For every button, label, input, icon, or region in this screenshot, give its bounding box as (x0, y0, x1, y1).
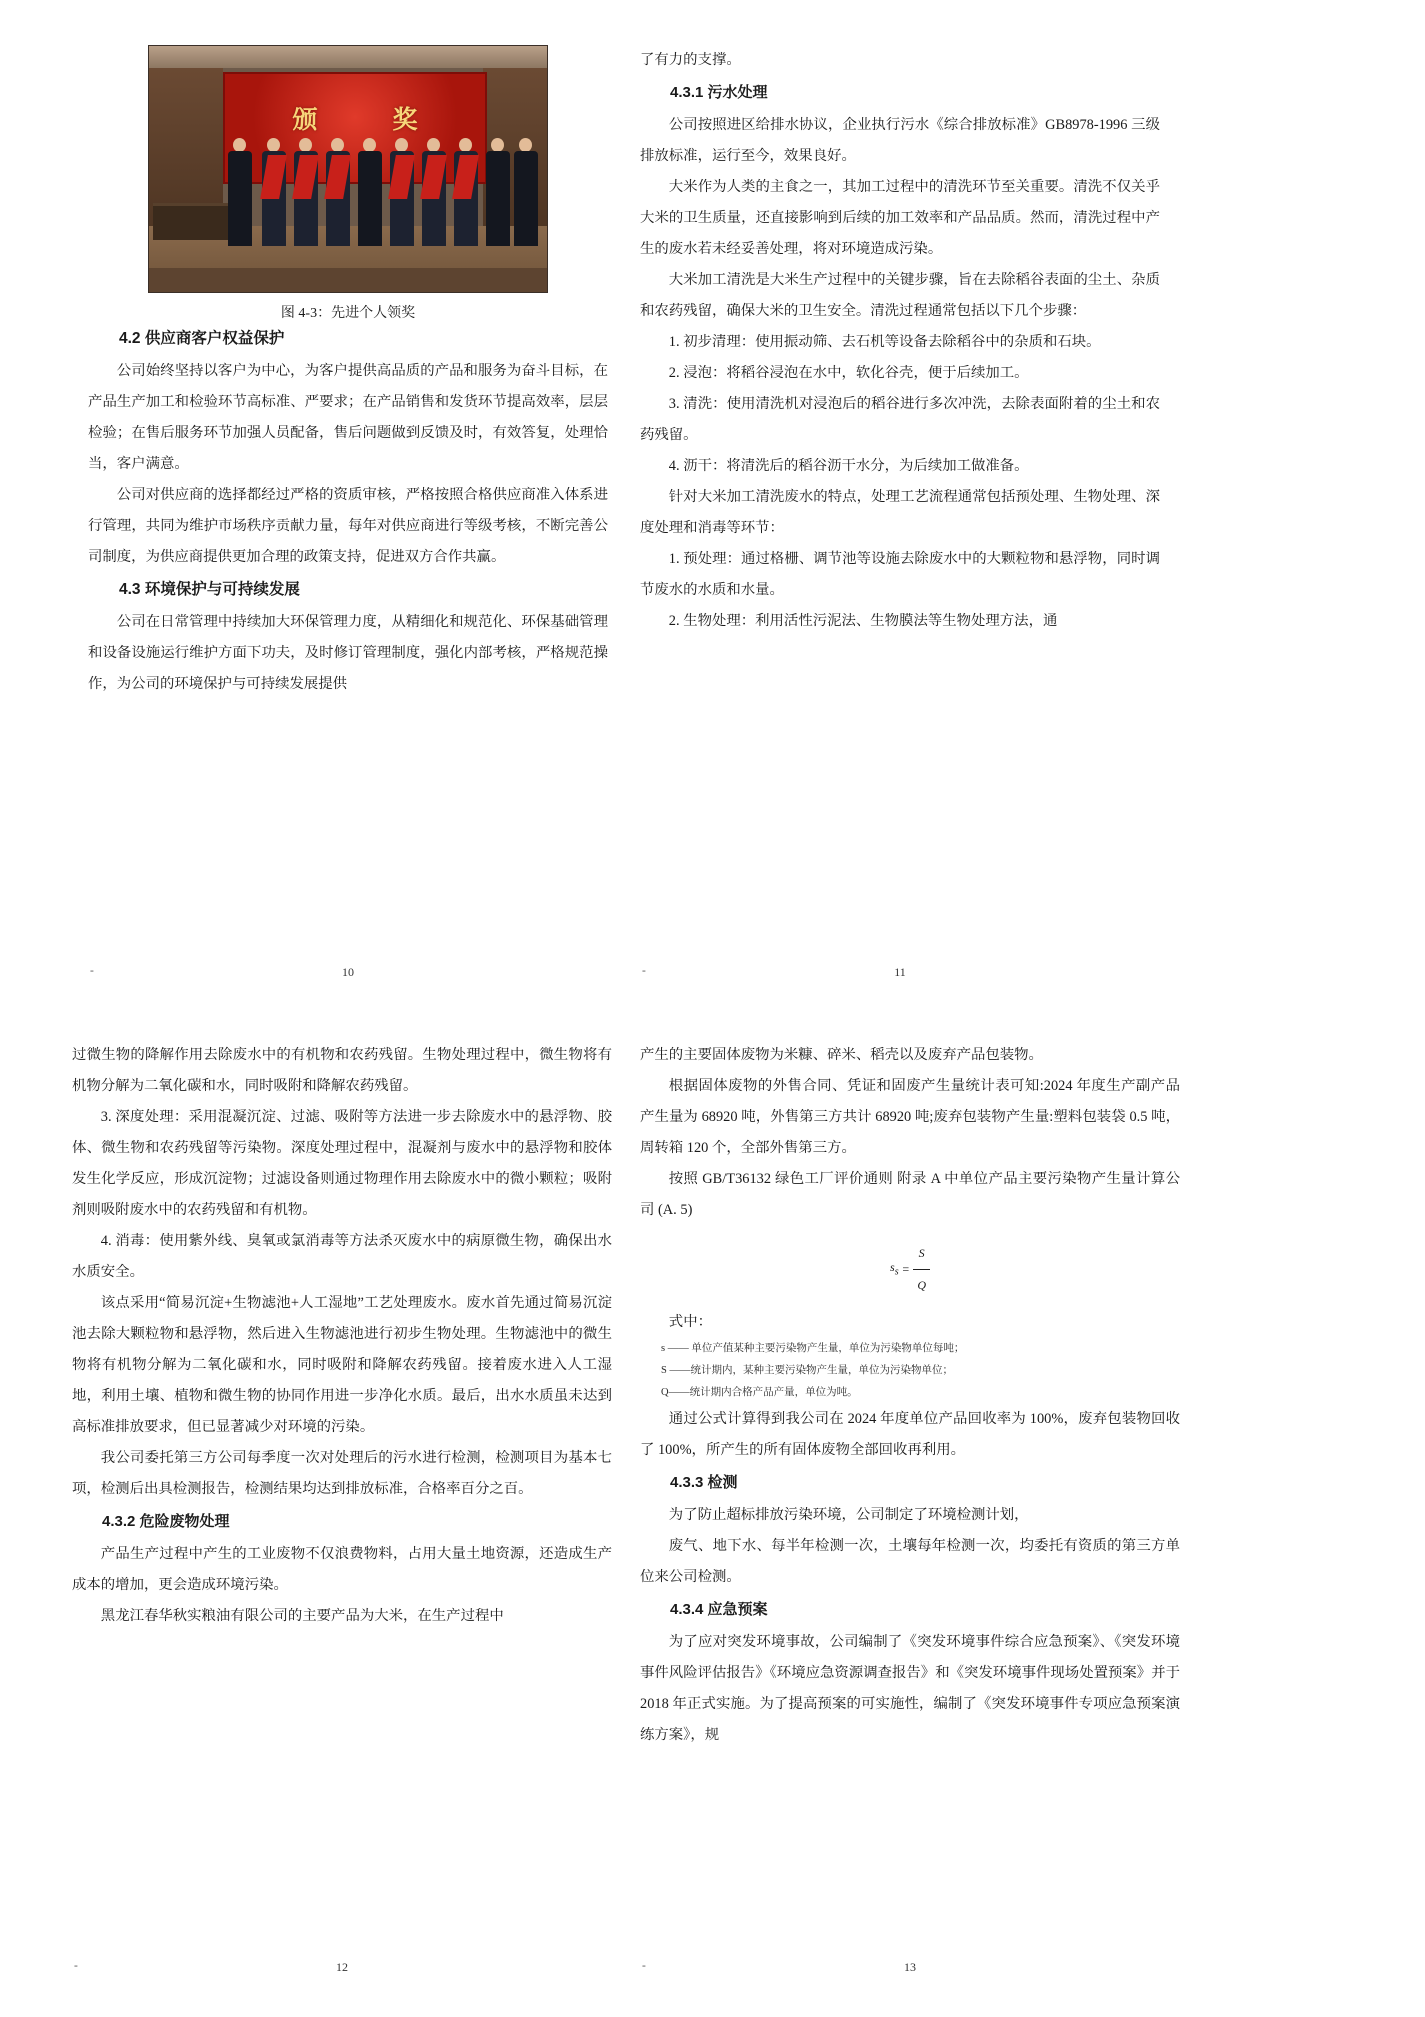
wash-steps-list (640, 327, 1160, 482)
paragraph: 公司在日常管理中持续加大环保管理力度，从精细化和规范化、环保基础管理和设备设施运行维护方面下功夫，及时修订管理制度，强化内部考核，严格规范操作，为公司的环境保护与可持续发展提供 (88, 614, 608, 692)
page-12 (72, 1040, 612, 1975)
heading-4-3-3: 4.3.3 检测 (670, 1474, 738, 1491)
page-number: 13 (904, 1960, 916, 1974)
photo-ceiling (149, 46, 547, 68)
list-item: 3. 深度处理：采用混凝沉淀、过滤、吸附等方法进一步去除废水中的悬浮物、胶体、微生物和农药残留等污染物。深度处理过程中，混凝剂与废水中的悬浮物和胶体发生化学反应，形成沉淀物；过滤设备则通过物理作用去除废水中的微小颗粒；吸附剂则吸附废水中的农药残留和有机物。 (72, 1109, 612, 1218)
banner-text: 颁 奖 (292, 106, 452, 134)
footer-dash: - (90, 965, 94, 977)
photo-person (227, 138, 253, 246)
photo-person (261, 138, 287, 246)
paragraph: 按照 GB/T36132 绿色工厂评价通则 附录 A 中单位产品主要污染物产生量计算公司 (A. 5) (640, 1171, 1180, 1218)
award-ceremony-photo (148, 45, 548, 293)
list-item: 1. 预处理：通过格栅、调节池等设施去除废水中的大颗粒物和悬浮物，同时调节废水的水质和水量。 (640, 551, 1160, 598)
paragraph: 产生的主要固体废物为米糠、碎米、稻壳以及废弃产品包装物。 (640, 1047, 1043, 1063)
page-10 (88, 45, 608, 980)
photo-person (453, 138, 479, 246)
list-item: 1. 初步清理：使用振动筛、去石机等设备去除稻谷中的杂质和石块。 (668, 334, 1101, 350)
paragraph: 大米作为人类的主食之一，其加工过程中的清洗环节至关重要。清洗不仅关乎大米的卫生质量，还直接影响到后续的加工效率和产品品质。然而，清洗过程中产生的废水若未经妥善处理，将对环境造成污染。 (640, 179, 1160, 257)
paragraph: 根据固体废物的外售合同、凭证和固废产生量统计表可知:2024 年度生产副产品产生量为 68920 吨，外售第三方共计 68920 吨;废弃包装物产生量:塑料包装袋 0.5 吨，周转箱 120 个，全部外售第三方。 (640, 1078, 1180, 1156)
formula-denominator: Q (917, 1278, 926, 1292)
page-number: 12 (336, 1960, 348, 1974)
paragraph: 公司对供应商的选择都经过严格的资质审核，严格按照合格供应商准入体系进行管理，共同为维护市场秩序贡献力量，每年对供应商进行等级考核，不断完善公司制度，为供应商提供更加合理的政策支持，促进双方合作共赢。 (88, 487, 608, 565)
paragraph: 公司按照进区给排水协议，企业执行污水《综合排放标准》GB8978-1996 三级排放标准，运行至今，效果良好。 (640, 117, 1160, 164)
list-item: 4. 消毒：使用紫外线、臭氧或氯消毒等方法杀灭废水中的病原微生物，确保出水水质安全。 (72, 1233, 612, 1280)
figure-4-3 (88, 45, 608, 322)
page-footer (72, 1960, 612, 1975)
page-11 (640, 45, 1160, 980)
photo-person (293, 138, 319, 246)
page-11-body (640, 45, 1160, 637)
paragraph: 大米加工清洗是大米生产过程中的关键步骤，旨在去除稻谷表面的尘土、杂质和农药残留，确保大米的卫生安全。清洗过程通常包括以下几个步骤： (640, 272, 1160, 319)
page-10-body (88, 322, 608, 700)
page-footer (640, 1960, 1180, 1975)
photo-person (421, 138, 447, 246)
page-footer (640, 965, 1160, 980)
paragraph: 过微生物的降解作用去除废水中的有机物和农药残留。生物处理过程中，微生物将有机物分解为二氧化碳和水，同时吸附和降解农药残留。 (72, 1047, 612, 1094)
treatment-steps-continued (72, 1102, 612, 1288)
photo-person (357, 138, 383, 246)
page-13 (640, 1040, 1180, 1975)
formula-numerator: S (913, 1238, 930, 1270)
paragraph: 黑龙江春华秋实粮油有限公司的主要产品为大米，在生产过程中 (100, 1608, 504, 1624)
heading-4-2: 4.2 供应商客户权益保护 (119, 330, 285, 347)
formula-fraction (913, 1238, 930, 1301)
formula-legend-1: s —— 单位产值某种主要污染物产生量，单位为污染物单位每吨； (661, 1343, 965, 1354)
page-footer (88, 965, 608, 980)
paragraph: 我公司委托第三方公司每季度一次对处理后的污水进行检测，检测项目为基本七项，检测后出具检测报告，检测结果均达到排放标准，合格率百分之百。 (72, 1450, 612, 1497)
paragraph: 通过公式计算得到我公司在 2024 年度单位产品回收率为 100%，废弃包装物回收了 100%，所产生的所有固体废物全部回收再利用。 (640, 1411, 1180, 1458)
page-number: 11 (894, 965, 906, 979)
paragraph: 公司始终坚持以客户为中心，为客户提供高品质的产品和服务为奋斗目标，在产品生产加工和检验环节高标准、严要求；在产品销售和发货环节提高效率，层层检验；在售后服务环节加强人员配备，售后问题做到反馈及时，有效答复，处理恰当，客户满意。 (88, 363, 608, 472)
heading-4-3-4: 4.3.4 应急预案 (670, 1601, 768, 1618)
paragraph: 针对大米加工清洗废水的特点，处理工艺流程通常包括预处理、生物处理、深度处理和消毒等环节： (640, 489, 1160, 536)
formula-legend-3: Q——统计期内合格产品产量，单位为吨。 (661, 1387, 858, 1398)
formula-legend-2: S ——统计期内，某种主要污染物产生量，单位为污染物单位； (661, 1365, 953, 1376)
paragraph: 产品生产过程中产生的工业废物不仅浪费物料，占用大量土地资源，还造成生产成本的增加，更会造成环境污染。 (72, 1546, 612, 1593)
heading-4-3-2: 4.3.2 危险废物处理 (102, 1513, 230, 1530)
paragraph: 为了应对突发环境事故，公司编制了《突发环境事件综合应急预案》、《突发环境事件风险评估报告》《环境应急资源调查报告》和《突发环境事件现场处置预案》并于 2018 年正式实施。为了提高预案的可实施性，编制了《突发环境事件专项应急预案演练方案》，规 (640, 1634, 1180, 1743)
list-item: 2. 生物处理：利用活性污泥法、生物膜法等生物处理方法，通 (668, 613, 1058, 629)
paragraph: 为了防止超标排放污染环境，公司制定了环境检测计划， (668, 1507, 1029, 1523)
photo-person (389, 138, 415, 246)
paragraph: 了有力的支撑。 (640, 52, 741, 68)
treatment-steps-list (640, 544, 1160, 637)
photo-person (325, 138, 351, 246)
photo-award-recipients (227, 128, 537, 246)
figure-caption: 图 4-3：先进个人领奖 (280, 306, 416, 321)
photo-front-floor (149, 268, 547, 292)
list-item: 4. 沥干：将清洗后的稻谷沥干水分，为后续加工做准备。 (668, 458, 1029, 474)
photo-person (513, 138, 539, 246)
page-number: 10 (342, 965, 354, 979)
footer-dash: - (642, 1960, 646, 1972)
formula-equals: = (901, 1262, 910, 1276)
page-12-body (72, 1040, 612, 1632)
page-13-body (640, 1040, 1180, 1751)
formula-intro: 式中： (668, 1314, 712, 1330)
heading-4-3: 4.3 环境保护与可持续发展 (119, 581, 300, 598)
footer-dash: - (642, 965, 646, 977)
formula-lhs: $s_s$ (890, 1259, 899, 1278)
paragraph: 该点采用“简易沉淀+生物滤池+人工湿地”工艺处理废水。废水首先通过简易沉淀池去除大颗粒物和悬浮物，然后进入生物滤池进行初步生物处理。生物滤池中的微生物将有机物分解为二氧化碳和水，同时吸附和降解农药残留。接着废水进入人工湿地，利用土壤、植物和微生物的协同作用进一步净化水质。最后，出水水质虽未达到高标准排放要求，但已显著减少对环境的污染。 (72, 1295, 612, 1435)
heading-4-3-1: 4.3.1 污水处理 (670, 84, 768, 101)
footer-dash: - (74, 1960, 78, 1972)
paragraph: 废气、地下水、每半年检测一次，土壤每年检测一次，均委托有资质的第三方单位来公司检测。 (640, 1538, 1180, 1585)
pollutant-formula (640, 1238, 1180, 1301)
list-item: 2. 浸泡：将稻谷浸泡在水中，软化谷壳，便于后续加工。 (668, 365, 1029, 381)
list-item: 3. 清洗：使用清洗机对浸泡后的稻谷进行多次冲洗，去除表面附着的尘土和农药残留。 (640, 396, 1160, 443)
photo-person (485, 138, 511, 246)
